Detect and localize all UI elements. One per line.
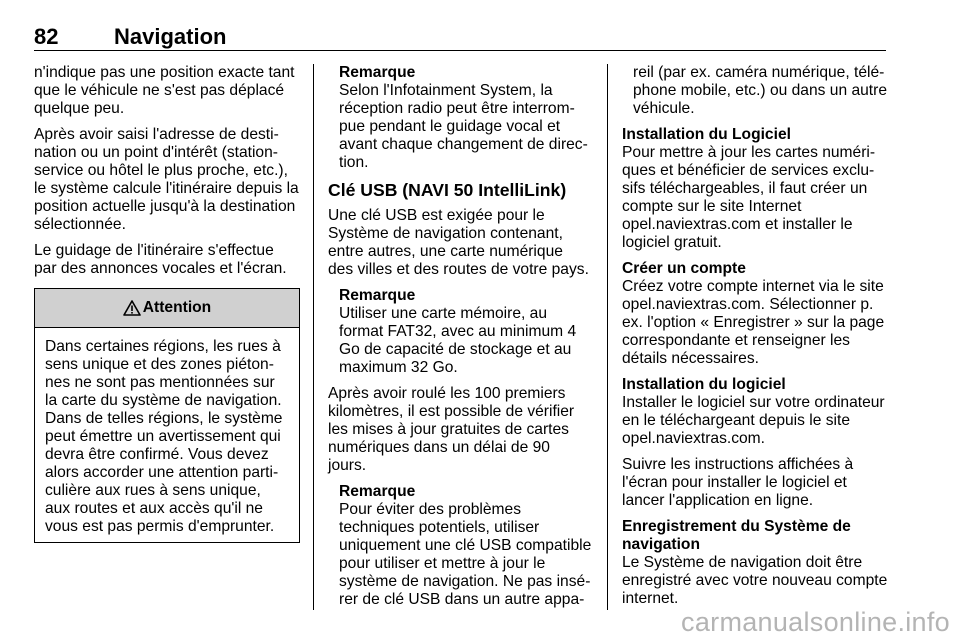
- note: [328, 64, 592, 172]
- note-title: Remarque: [339, 483, 416, 500]
- note: [328, 483, 592, 609]
- paragraph: Le guidage de l'itinéraire s'effectue par des annonces vocales et l'écran.: [34, 242, 287, 277]
- page-header: [34, 0, 886, 51]
- column-right: [622, 64, 888, 616]
- note-title: Remarque: [339, 64, 416, 81]
- subsection-title: Enregistrement du Système de navigation: [622, 518, 851, 553]
- page-title: Navigation: [114, 24, 227, 49]
- paragraph: Suivre les instructions affichées à l'écran pour installer le logiciel et lancer l'application en ligne.: [622, 456, 854, 509]
- note-text: Pour éviter des problèmes techniques potentiels, utiliser uniquement une clé USB compatible pour utiliser et mettre à jour le système de navigation. Ne pas insérer de clé USB dans un autre appa-: [339, 501, 592, 608]
- note-text: Utiliser une carte mémoire, au format FAT32, avec au minimum 4 Go de capacité de stockage et au maximum 32 Go.: [339, 305, 577, 376]
- paragraph: Le Système de navigation doit être enregistré avec votre nouveau compte internet.: [622, 554, 888, 607]
- paragraph: Pour mettre à jour les cartes numériques et bénéficier de services exclusifs téléchargeables, il faut créer un compte sur le site Internet opel.naviextras.com et installer le logiciel gratuit.: [622, 144, 876, 251]
- subsection-title: Installation du Logiciel: [622, 126, 791, 143]
- section-heading: Clé USB (NAVI 50 IntelliLink): [328, 180, 567, 200]
- paragraph: Après avoir roulé les 100 premiers kilomètres, il est possible de vérifier les mises à jour gratuites de cartes numériques dans un délai de 90 jours.: [328, 385, 575, 474]
- attention-header: [35, 289, 299, 328]
- attention-title: Attention: [142, 299, 212, 316]
- subsection-title: Créer un compte: [622, 260, 746, 277]
- column-left: [34, 64, 300, 543]
- page-number: 82: [34, 24, 59, 49]
- attention-body: Dans certaines régions, les rues à sens unique et des zones piétonnes ne sont pas mentionnées sur la carte du système de navigation. Dans de telles régions, le système peut émettre un avertissement qui devra être confirmé. Vous devez alors accorder une attention particulière aux rues à sens unique, aux routes et aux accès qu'il ne vous est pas permis d'emprunter.: [45, 338, 283, 535]
- column-divider: [313, 64, 314, 610]
- paragraph: n'indique pas une position exacte tant que le véhicule ne s'est pas déplacé quelque peu.: [34, 64, 295, 117]
- column-divider: [607, 64, 608, 610]
- note: [328, 287, 592, 377]
- paragraph: Une clé USB est exigée pour le Système de navigation contenant, entre autres, une carte numérique des villes et des routes de votre pays.: [328, 207, 589, 278]
- note-continuation: reil (par ex. caméra numérique, téléphone mobile, etc.) ou dans un autre véhicule.: [633, 64, 887, 117]
- paragraph: Créez votre compte internet via le site opel.naviextras.com. Sélectionner p. ex. l'option « Enregistrer » sur la page correspondante et renseigner les détails nécessaires.: [622, 278, 885, 367]
- paragraph: Installer le logiciel sur votre ordinateur en le téléchargeant depuis le site opel.naviextras.com.: [622, 394, 885, 447]
- warning-triangle-icon: [123, 300, 141, 316]
- note-title: Remarque: [339, 287, 416, 304]
- column-middle: [328, 64, 592, 617]
- note-text: Selon l'Infotainment System, la réception radio peut être interrompue pendant le guidage vocal et avant chaque changement de direction.: [339, 82, 588, 171]
- paragraph: Après avoir saisi l'adresse de destination ou un point d'intérêt (station-service ou hôtel le plus proche, etc.), le système calcule l'itinéraire depuis la position actuelle jusqu'à la destination sélectionnée.: [34, 126, 299, 233]
- attention-box: [34, 288, 300, 543]
- subsection-title: Installation du logiciel: [622, 376, 786, 393]
- watermark: carmanualsonline.info: [681, 607, 950, 637]
